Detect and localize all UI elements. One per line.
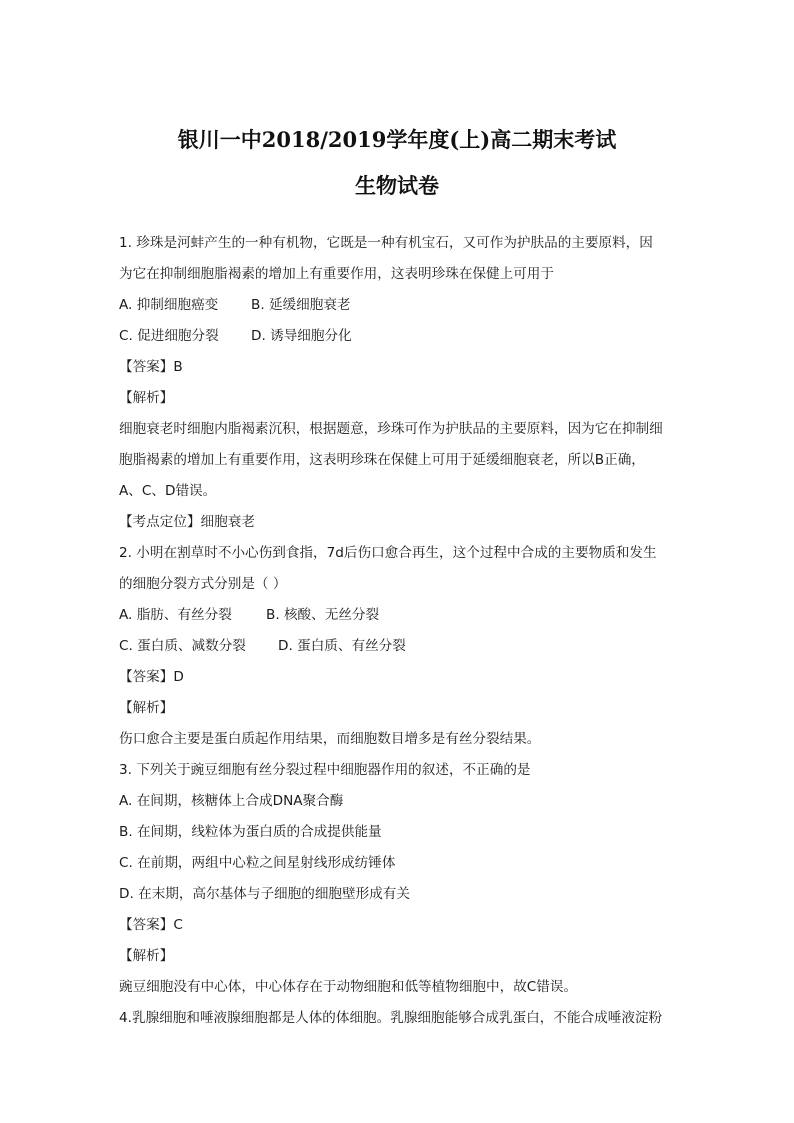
q1-option-b: B. 延缓细胞衰老 <box>251 297 351 313</box>
q2-option-c: C. 蛋白质、减数分裂 <box>119 638 246 654</box>
q2-stem-line-1: 2. 小明在割草时不小心伤到食指，7d后伤口愈合再生，这个过程中合成的主要物质和发生 <box>119 545 657 561</box>
q3-option-c: C. 在前期，两组中心粒之间星射线形成纺锤体 <box>119 855 396 871</box>
q3-analysis-label: 【解析】 <box>119 948 174 964</box>
q2-answer: 【答案】D <box>119 669 184 685</box>
q3-option-d: D. 在末期，高尔基体与子细胞的细胞壁形成有关 <box>119 886 410 902</box>
q1-option-d: D. 诱导细胞分化 <box>251 328 352 344</box>
page-title: 银川一中2018/2019学年度(上)高二期末考试 <box>177 127 617 152</box>
q2-option-d: D. 蛋白质、有丝分裂 <box>278 638 406 654</box>
q2-option-b: B. 核酸、无丝分裂 <box>266 607 380 623</box>
q3-analysis-line-1: 豌豆细胞没有中心体，中心体存在于动物细胞和低等植物细胞中，故C错误。 <box>119 979 578 995</box>
q1-stem-line-2: 为它在抑制细胞脂褐素的增加上有重要作用，这表明珍珠在保健上可用于 <box>119 266 554 282</box>
q2-option-a: A. 脂肪、有丝分裂 <box>119 607 232 623</box>
q1-option-c: C. 促进细胞分裂 <box>119 328 219 344</box>
q1-analysis-line-3: A、C、D错误。 <box>119 483 217 499</box>
q1-key-point: 【考点定位】细胞衰老 <box>119 514 255 530</box>
q3-option-b: B. 在间期，线粒体为蛋白质的合成提供能量 <box>119 824 382 840</box>
q3-option-a: A. 在间期，核糖体上合成DNA聚合酶 <box>119 793 344 809</box>
q1-answer: 【答案】B <box>119 359 183 375</box>
q3-stem-line-1: 3. 下列关于豌豆细胞有丝分裂过程中细胞器作用的叙述，不正确的是 <box>119 762 531 778</box>
q2-analysis-label: 【解析】 <box>119 700 174 716</box>
q1-analysis-line-2: 胞脂褐素的增加上有重要作用，这表明珍珠在保健上可用于延缓细胞衰老，所以B正确， <box>119 452 645 468</box>
q1-option-a: A. 抑制细胞癌变 <box>119 297 219 313</box>
page-subtitle: 生物试卷 <box>355 173 439 198</box>
q2-analysis-line-1: 伤口愈合主要是蛋白质起作用结果，而细胞数目增多是有丝分裂结果。 <box>119 731 541 747</box>
q1-stem-line-1: 1. 珍珠是河蚌产生的一种有机物，它既是一种有机宝石，又可作为护肤品的主要原料，因 <box>119 235 653 251</box>
q2-stem-line-2: 的细胞分裂方式分别是（ ） <box>119 576 287 592</box>
q4-stem-line-1: 4.乳腺细胞和唾液腺细胞都是人体的体细胞。乳腺细胞能够合成乳蛋白，不能合成唾液淀粉 <box>119 1010 663 1026</box>
q3-answer: 【答案】C <box>119 917 183 933</box>
q1-analysis-label: 【解析】 <box>119 390 174 406</box>
q1-analysis-line-1: 细胞衰老时细胞内脂褐素沉积，根据题意，珍珠可作为护肤品的主要原料，因为它在抑制细 <box>119 421 663 437</box>
